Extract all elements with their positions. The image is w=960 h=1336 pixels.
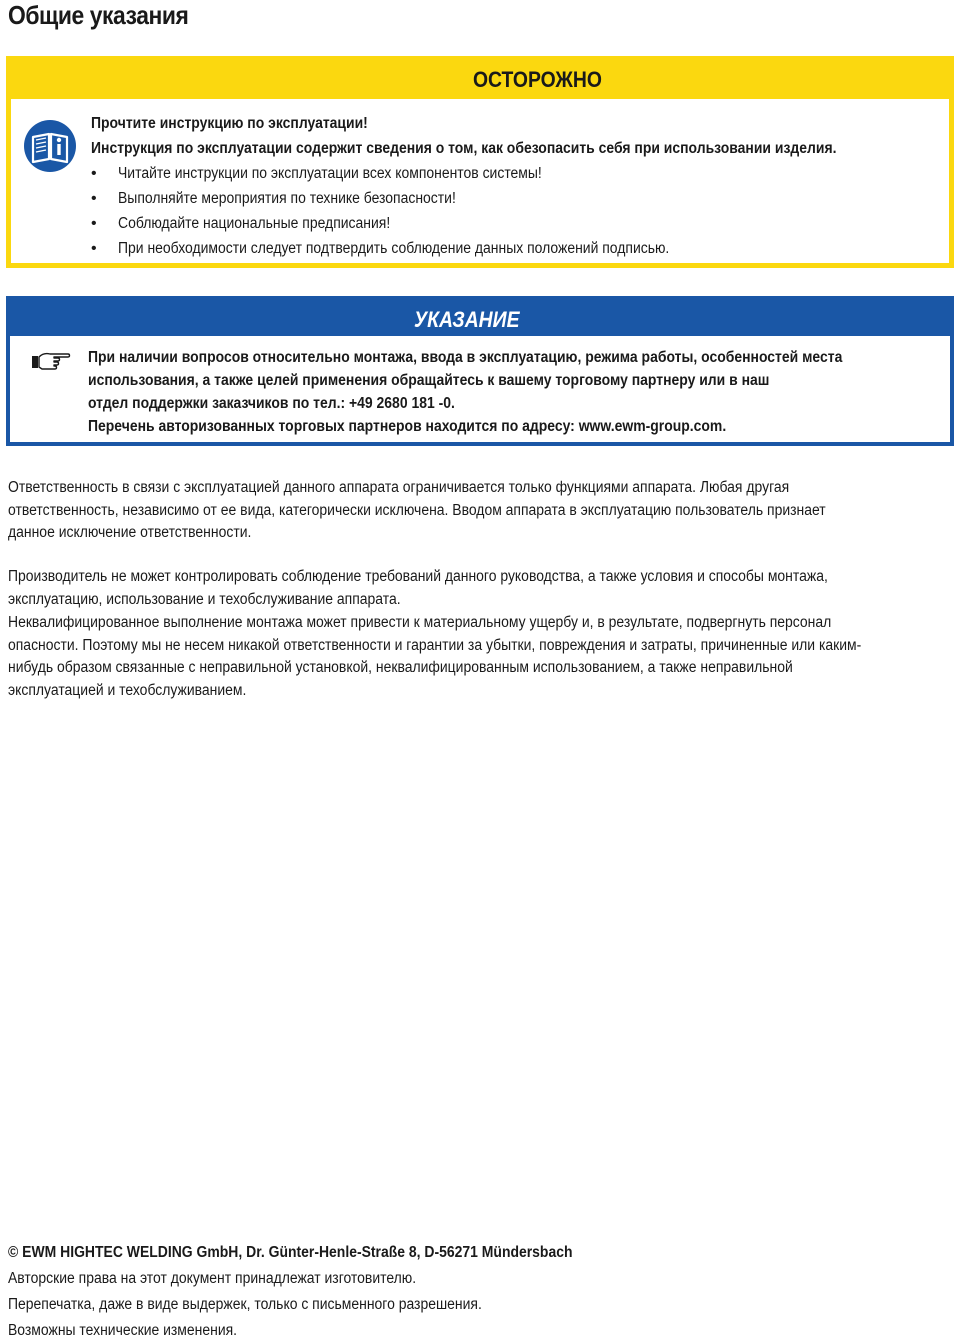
footer-line: Авторские права на этот документ принадлежат изготовителю.: [8, 1270, 417, 1287]
manual-info-icon: [23, 119, 77, 173]
footer-line: Возможны технические изменения.: [8, 1322, 238, 1336]
control-paragraph: [8, 566, 952, 611]
note-box: [6, 296, 954, 446]
paragraph-line: нибудь образом связанные с неправильной установкой, неквалифицированным использованием, а также неправильной: [8, 659, 793, 676]
paragraph-line: данное исключение ответственности.: [8, 524, 252, 541]
caution-lead-line: Инструкция по эксплуатации содержит сведения о том, как обезопасить себя при использовании изделия.: [91, 140, 837, 157]
bullet-text: Соблюдайте национальные предписания!: [118, 215, 391, 232]
paragraph-line: Производитель не может контролировать соблюдение требований данного руководства, а также условия и способы монтажа,: [8, 568, 828, 585]
caution-bullet-item: [91, 161, 951, 186]
paragraph-line: эксплуатацией и техобслуживанием.: [8, 681, 247, 699]
bullet-text: При необходимости следует подтвердить соблюдение данных положений подписью.: [118, 240, 670, 257]
footer-line: Перепечатка, даже в виде выдержек, только с письменного разрешения.: [8, 1296, 482, 1313]
caution-bullet-item: [91, 236, 951, 261]
bullet-text: Выполняйте мероприятия по технике безопасности!: [118, 190, 456, 207]
page-title: Общие указания: [8, 0, 189, 30]
bullet-icon: •: [91, 240, 97, 257]
paragraph-line: ответственность, независимо от ее вида, категорически исключена. Вводом аппарата в эксплуатацию пользователь признает: [8, 501, 826, 519]
caution-title: ОСТОРОЖНО: [473, 67, 602, 92]
bullet-icon: •: [91, 190, 97, 207]
caution-bullet-list: [91, 161, 951, 261]
bullet-icon: •: [91, 165, 97, 182]
note-line: отдел поддержки заказчиков по тел.: +49 2680 181 -0.: [88, 395, 455, 412]
note-line: При наличии вопросов относительно монтажа, ввода в эксплуатацию, режима работы, особенностей места: [88, 349, 843, 366]
caution-bullet-item: [91, 211, 951, 236]
paragraph-line: Ответственность в связи с эксплуатацией данного аппарата ограничивается только функциями аппарата. Любая другая: [8, 479, 790, 496]
paragraph-line: Неквалифицированное выполнение монтажа может привести к материальному ущербу и, в результате, подвергнуть персонал: [8, 614, 832, 631]
pointing-hand-icon: [30, 350, 72, 370]
liability-paragraph: [8, 477, 952, 545]
note-body: [88, 346, 948, 438]
note-line: Перечень авторизованных торговых партнеров находится по адресу: www.ewm-group.com.: [88, 418, 727, 435]
caution-bullet-item: [91, 186, 951, 211]
caution-box: [6, 56, 954, 268]
note-title: УКАЗАНИЕ: [414, 307, 520, 332]
note-header: [10, 300, 950, 336]
caution-header: [11, 61, 949, 99]
copyright-footer: [8, 1240, 952, 1336]
bullet-text: Читайте инструкции по эксплуатации всех компонентов системы!: [118, 165, 542, 182]
paragraph-line: опасности. Поэтому мы не несем никакой ответственности и гарантии за убытки, повреждения и затраты, причиненные или каким-: [8, 636, 862, 654]
caution-lead-line: Прочтите инструкцию по эксплуатации!: [91, 115, 368, 132]
caution-body: [91, 111, 951, 261]
note-line: использования, а также целей применения обращайтесь к вашему торговому партнеру или в наш: [88, 372, 770, 389]
bullet-icon: •: [91, 215, 97, 232]
paragraph-line: эксплуатацию, использование и техобслуживание аппарата.: [8, 590, 401, 608]
company-address: © EWM HIGHTEC WELDING GmbH, Dr. Günter-Henle-Straße 8, D-56271 Mündersbach: [8, 1244, 573, 1261]
installation-paragraph: [8, 612, 952, 702]
